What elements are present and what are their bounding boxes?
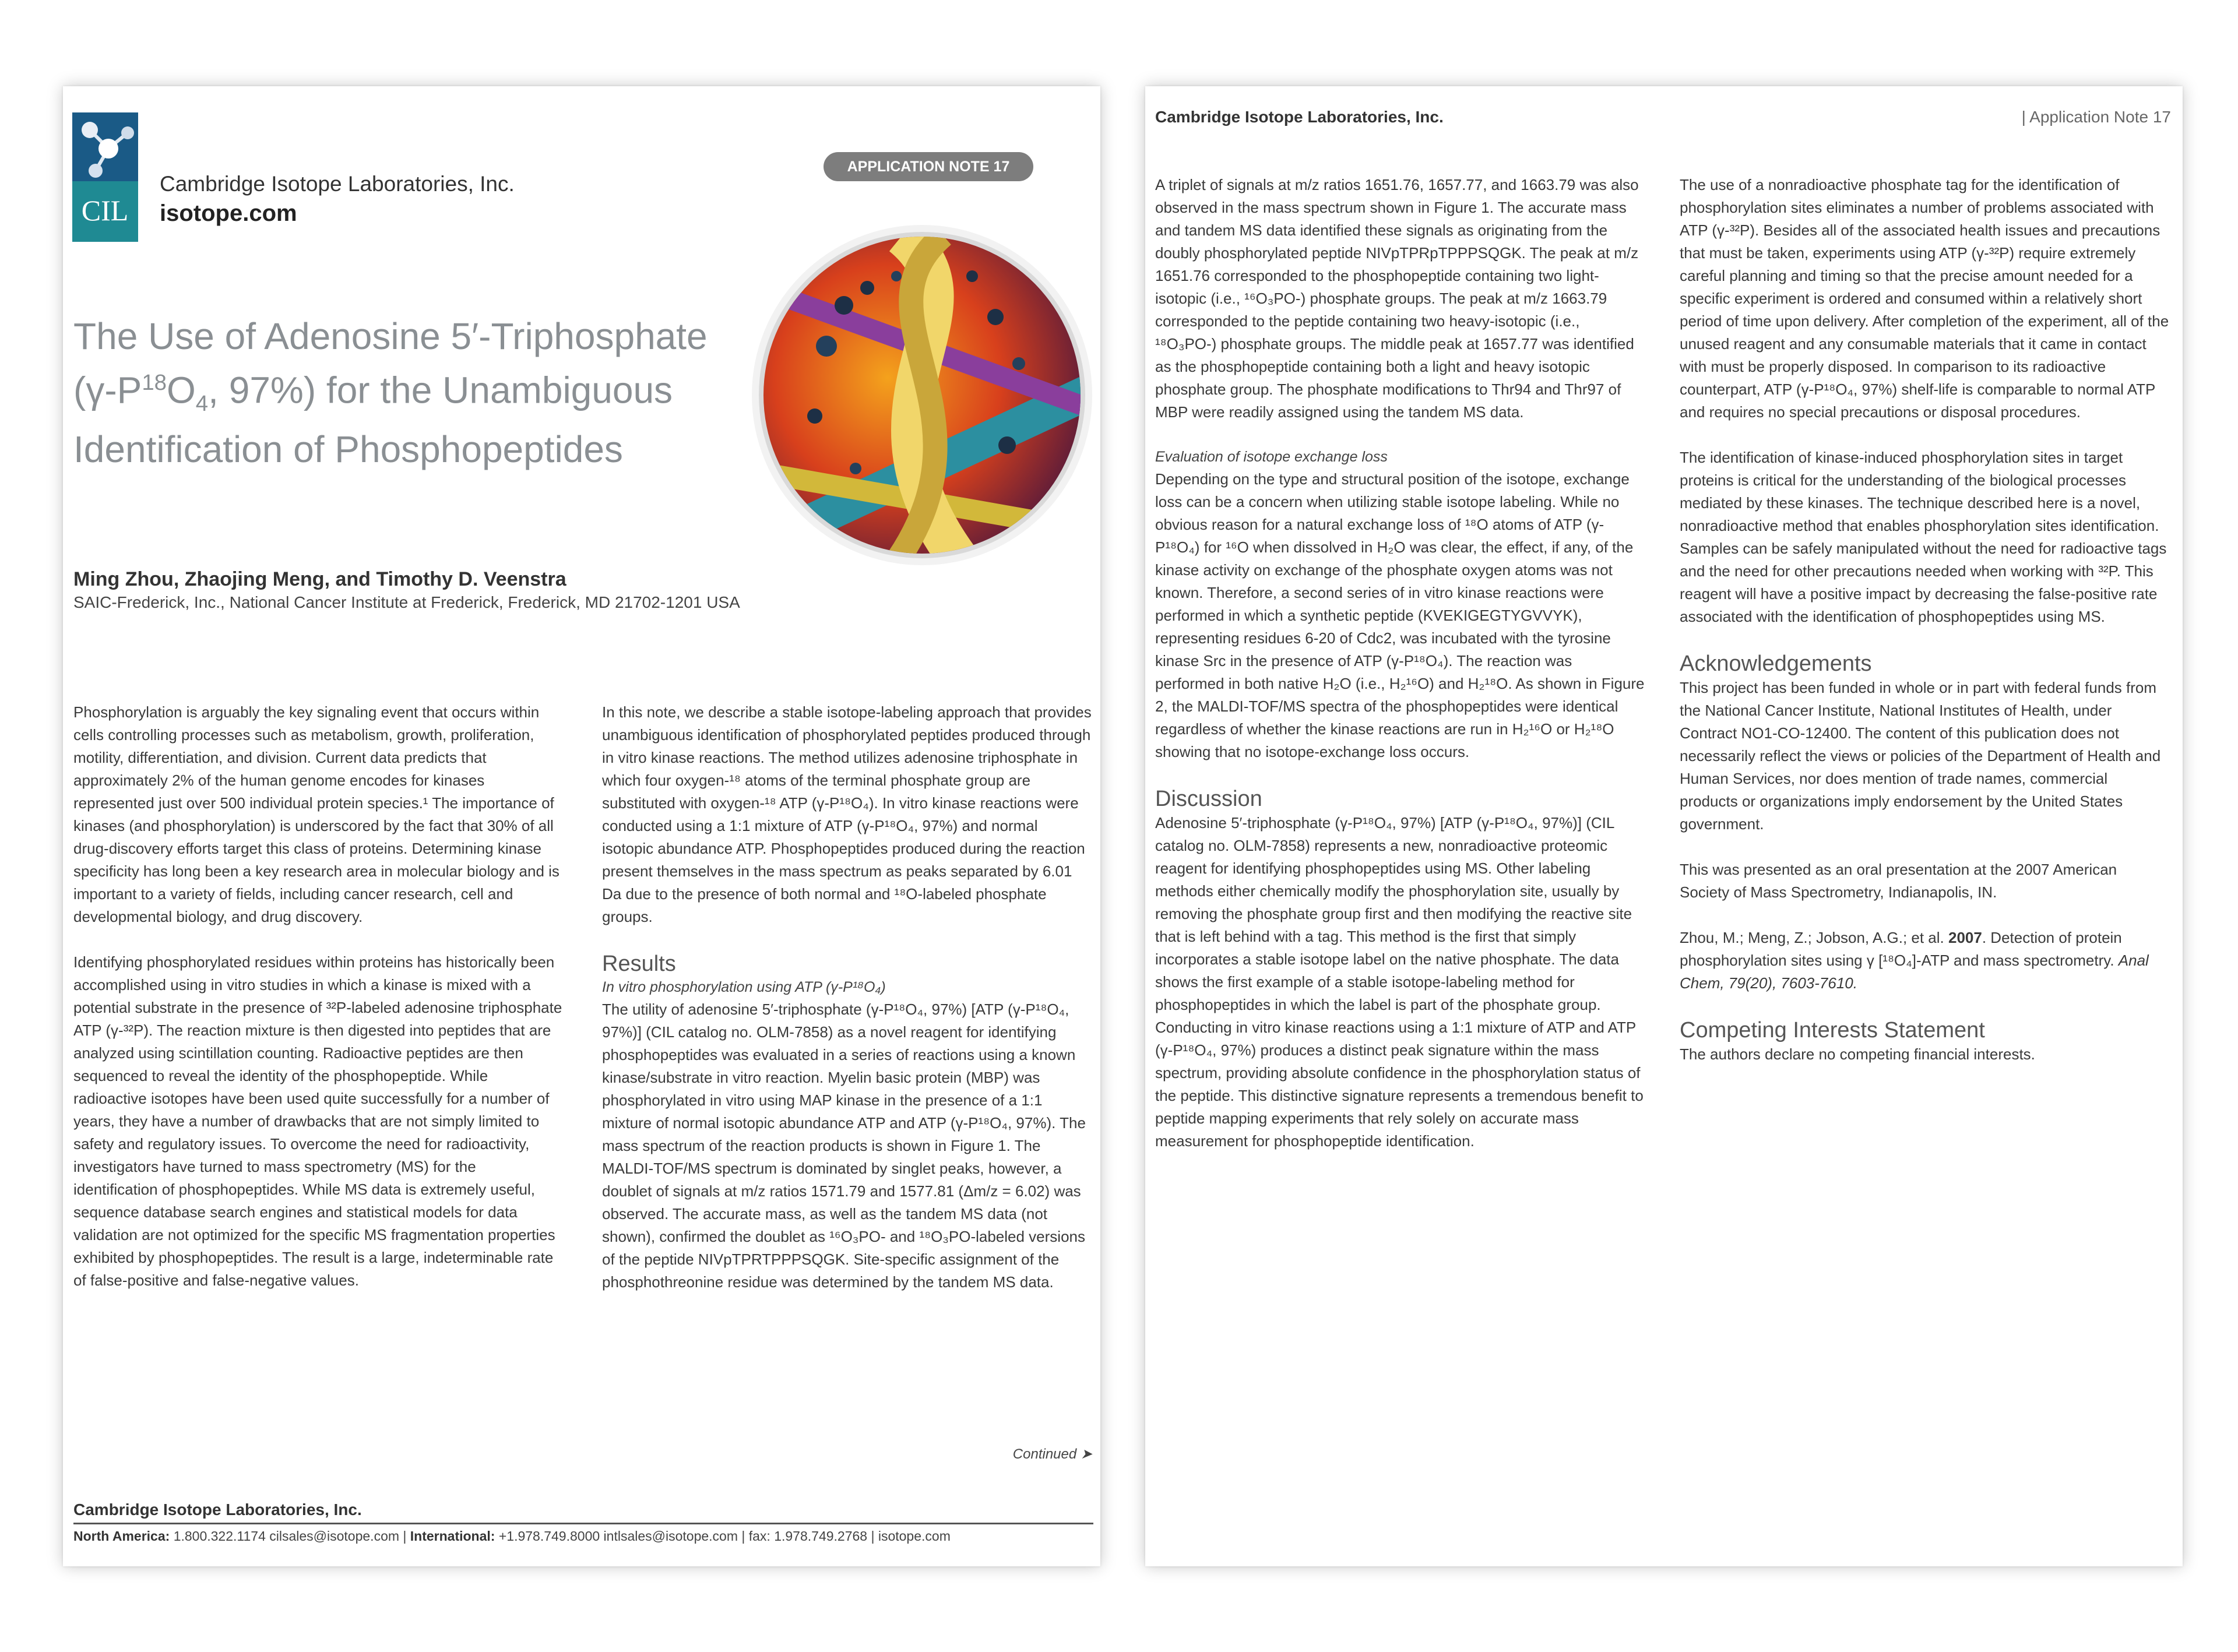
page1-column-left	[73, 701, 563, 1315]
title-line-1: The Use of Adenosine 5′-Triphosphate	[73, 315, 708, 357]
page2-column-right	[1680, 174, 2169, 1089]
footer-company-name: Cambridge Isotope Laboratories, Inc.	[73, 1499, 1093, 1524]
author-affiliation: SAIC-Frederick, Inc., National Cancer Institute at Frederick, Frederick, MD 21702-1201 USA	[73, 593, 740, 611]
title-oxygen: O	[167, 369, 196, 411]
results-continued-paragraph: A triplet of signals at m/z ratios 1651.76, 1657.77, and 1663.79 was also observed in the mass spectrum shown in Figure 1. The accurate mass and tandem MS data identified these signals as originating from the doubly phosphorylated peptide NIVpTPRpTPPPSQGK. The peak at m/z 1651.76 corresponded to the phosphopeptide containing two light-isotopic (i.e., ¹⁶O₃PO-) phosphate groups. The peak at m/z 1663.79 corresponded to the peptide containing two heavy-isotopic (i.e., ¹⁸O₃PO-) phosphate groups. The middle peak at 1657.77 was identified as the phosphopeptide containing both a light and heavy isotopic phosphate group. The phosphate modifications to Thr94 and Thr97 of MBP were readily assigned using the tandem MS data.	[1155, 176, 1639, 421]
footer-na-label: North America:	[73, 1528, 170, 1544]
page1-column-right	[602, 701, 1092, 1316]
reference-title: . Detection of protein phosphorylation sites using γ [¹⁸O₄]-ATP and mass spectrometry.	[1680, 929, 2122, 969]
document-title	[73, 314, 773, 473]
molecule-photo	[751, 224, 1093, 566]
page2-column-left	[1155, 174, 1645, 1175]
competing-interests-paragraph: The authors declare no competing financial interests.	[1680, 1045, 2035, 1063]
reference-authors: Zhou, M.; Meng, Z.; Jobson, A.G.; et al.	[1680, 929, 1944, 946]
discussion-heading: Discussion	[1155, 787, 1262, 811]
footer-separator: |	[403, 1528, 407, 1544]
continued-link[interactable]: Continued ➤	[1012, 1446, 1092, 1462]
page2-header-note: | Application Note 17	[2021, 108, 2171, 126]
application-note-badge: APPLICATION NOTE 17	[824, 152, 1033, 181]
results-subheading: In vitro phosphorylation using ATP (γ-P¹⁸O₄)	[602, 979, 886, 995]
author-block	[73, 567, 831, 614]
page1-footer	[73, 1499, 1093, 1548]
title-subscript: 4	[195, 391, 209, 417]
page2-header-company: Cambridge Isotope Laboratories, Inc.	[1155, 108, 1444, 126]
title-superscript: 18	[142, 370, 167, 395]
note-description-paragraph: In this note, we describe a stable isotope-labeling approach that provides unambiguous identification of phosphorylated peptides produced through in vitro kinase reactions. The method utilizes adenosine triphosphate in which four oxygen-¹⁸ atoms of the terminal phosphate group are substituted with oxygen-¹⁸ ATP (γ-P¹⁸O₄). In vitro kinase reactions were conducted using a 1:1 mixture of ATP (γ-P¹⁸O₄, 97%) and normal isotopic abundance ATP. Phosphopeptides produced during the reaction present themselves in the mass spectrum as peaks separated by 6.01 Da due to the presence of both normal and ¹⁸O-labeled phosphate groups.	[602, 703, 1092, 925]
title-line-2-prefix: (γ-P	[73, 369, 142, 411]
footer-na-contact: 1.800.322.1174 cilsales@isotope.com	[173, 1528, 400, 1544]
discussion-paragraph: Adenosine 5′-triphosphate (γ-P¹⁸O₄, 97%) [ATP (γ-P¹⁸O₄, 97%)] (CIL catalog no. OLM-7858) represents a new, nonradioactive proteomic reagent for identifying phosphopeptides using MS. Other labeling methods either chemically modify the phosphorylation site, usually by removing the phosphate group first and then modifying the reactive site that is left behind with a tag. This method is the first that simply incorporates a stable isotope label on the native phosphate. The data shows the first example of a stable isotope-labeling method for phosphopeptides in which the label is part of the phosphate group. Conducting in vitro kinase reactions using a 1:1 mixture of ATP and ATP (γ-P¹⁸O₄, 97%) produces a distinct peak signature within the mass spectrum, providing absolute confidence in the phosphorylation status of the peptide. This distinctive signature represents a tremendous benefit to peptide mapping experiments that rely solely on accurate mass measurement for phosphopeptide identification.	[1155, 814, 1644, 1150]
reference-year: 2007	[1948, 929, 1982, 946]
molecule-logo-icon	[72, 112, 138, 242]
acknowledgements-paragraph: This project has been funded in whole or in part with federal funds from the National Cancer Institute, National Institutes of Health, under Contract NO1-CO-12400. The content of this publication does not necessarily reflect the views or policies of the Department of Health and Human Services, nor does mention of trade names, commercial products or organizations imply endorsement by the United States government.	[1680, 679, 2161, 833]
footer-contact-line	[73, 1524, 1093, 1548]
discussion-paragraph-3: The identification of kinase-induced phosphorylation sites in target proteins is critical for the understanding of the biological processes mediated by these kinases. The technique described here is a novel, nonradioactive method that enables phosphorylation sites identification. Samples can be safely manipulated without the need for radioactive tags and the need for other precautions needed when working with ³²P. This reagent will have a positive impact by decreasing the false-positive rate associated with the identification of phosphopeptides using MS.	[1680, 449, 2167, 625]
logo-text: CIL	[81, 194, 129, 227]
presentation-note: This was presented as an oral presentation at the 2007 American Society of Mass Spectrometry, Indianapolis, IN.	[1680, 861, 2117, 901]
intro-paragraph-1: Phosphorylation is arguably the key signaling event that occurs within cells controlling processes such as metabolism, growth, proliferation, motility, differentiation, and division. Current data predicts that approximately 2% of the human genome encodes for kinases represented just over 500 individual protein species.¹ The importance of kinases (and phosphorylation) is underscored by the fact that 30% of all drug-discovery efforts target this class of proteins. Determining kinase specificity has long been a key research area in molecular biology and is important to a variety of fields, including cancer research, cell and developmental biology, and drug discovery.	[73, 703, 560, 925]
document-page-2	[1145, 86, 2183, 1566]
intro-paragraph-2: Identifying phosphorylated residues within proteins has historically been accomplished using in vitro studies in which a kinase is mixed with a potential substrate in the presence of ³²P-labeled adenosine triphosphate ATP (γ-³²P). The reaction mixture is then digested into peptides that are analyzed using scintillation counting. Radioactive peptides are then sequenced to reveal the identity of the phosphopeptide. While radioactive isotopes have been used quite successfully for a number of years, they have a number of drawbacks that are not simply limited to safety and regulatory issues. To overcome the need for radioactivity, investigators have turned to mass spectrometry (MS) for the identification of phosphopeptides. While MS data is extremely useful, sequence database search engines and statistical models for data validation are not optimized for the specific MS fragmentation properties exhibited by phosphopeptides. The result is a large, indeterminable rate of false-positive and false-negative values.	[73, 953, 562, 1289]
acknowledgements-heading: Acknowledgements	[1680, 651, 1872, 676]
evaluation-paragraph: Depending on the type and structural position of the isotope, exchange loss can be a concern when utilizing stable isotope labeling. While no obvious reason for a natural exchange loss of ¹⁸O atoms of ATP (γ-P¹⁸O₄) for ¹⁶O when dissolved in H₂O was clear, the effect, if any, of the kinase activity on exchange of the phosphate oxygen atoms was not known. Therefore, a second series of in vitro kinase reactions were performed in which a synthetic peptide (KVEKIGEGTYGVVYK), representing residues 6-20 of Cdc2, was incubated with the tyrosine kinase Src in the presence of ATP (γ-P¹⁸O₄). The reaction was performed in both native H₂O (i.e., H₂¹⁶O) and H₂¹⁸O. As shown in Figure 2, the MALDI-TOF/MS spectra of the phosphopeptides were identical regardless of whether the kinase reactions are run in H₂¹⁶O or H₂¹⁸O showing that no isotope-exchange loss occurs.	[1155, 470, 1645, 760]
brand-name: Cambridge Isotope Laboratories, Inc.	[160, 172, 515, 196]
dna-molecule-image-icon	[751, 224, 1093, 566]
cil-logo	[72, 112, 138, 242]
reference-entry	[1680, 927, 2169, 995]
brand-block	[160, 170, 568, 228]
results-heading: Results	[602, 952, 676, 976]
author-names: Ming Zhou, Zhaojing Meng, and Timothy D. Veenstra	[73, 568, 566, 590]
discussion-paragraph-2: The use of a nonradioactive phosphate tag for the identification of phosphorylation sites eliminates a number of problems associated with ATP (γ-³²P). Besides all of the associated health issues and precautions that must be taken, experiments using ATP (γ-³²P) require extremely careful planning and timing so that the precise amount needed for a specific experiment is ordered and consumed within a relatively short period of time upon delivery. After completion of the experiment, all of the unused reagent and any consumable materials that it came in contact with must be properly disposed. In comparison to its radioactive counterpart, ATP (γ-P¹⁸O₄, 97%) shelf-life is comparable to normal ATP and requires no special precautions or disposal procedures.	[1680, 176, 2169, 421]
evaluation-subheading: Evaluation of isotope exchange loss	[1155, 449, 1388, 465]
brand-website[interactable]: isotope.com	[160, 200, 297, 226]
footer-int-label: International:	[410, 1528, 495, 1544]
reference-journal: Anal Chem, 79(20), 7603-7610.	[1680, 952, 2149, 992]
title-line-2-suffix: , 97%) for the Unambiguous	[208, 369, 673, 411]
document-page-1	[63, 86, 1100, 1566]
results-paragraph: The utility of adenosine 5′-triphosphate (γ-P¹⁸O₄, 97%) [ATP (γ-P¹⁸O₄, 97%)] (CIL catalog no. OLM-7858) as a novel reagent for identifying phosphopeptides was evaluated in a series of reactions using a known kinase/substrate in vitro reaction. Myelin basic protein (MBP) was phosphorylated in vitro using MAP kinase in the presence of a 1:1 mixture of normal isotopic abundance ATP and ATP (γ-P¹⁸O₄, 97%). The mass spectrum of the reaction products is shown in Figure 1. The MALDI-TOF/MS spectrum is dominated by singlet peaks, however, a doublet of signals at m/z ratios 1571.79 and 1577.81 (Δm/z = 6.02) was observed. The accurate mass, as well as the tandem MS data (not shown), confirmed the doublet as ¹⁶O₃PO- and ¹⁸O₃PO-labeled versions of the peptide NIVpTPRTPPPSQGK. Site-specific assignment of the phosphothreonine residue was determined by the tandem MS data.	[602, 1001, 1086, 1291]
footer-int-contact: +1.978.749.8000 intlsales@isotope.com | fax: 1.978.749.2768 | isotope.com	[498, 1528, 951, 1544]
competing-interests-heading: Competing Interests Statement	[1680, 1018, 1985, 1042]
title-line-3: Identification of Phosphopeptides	[73, 428, 623, 471]
